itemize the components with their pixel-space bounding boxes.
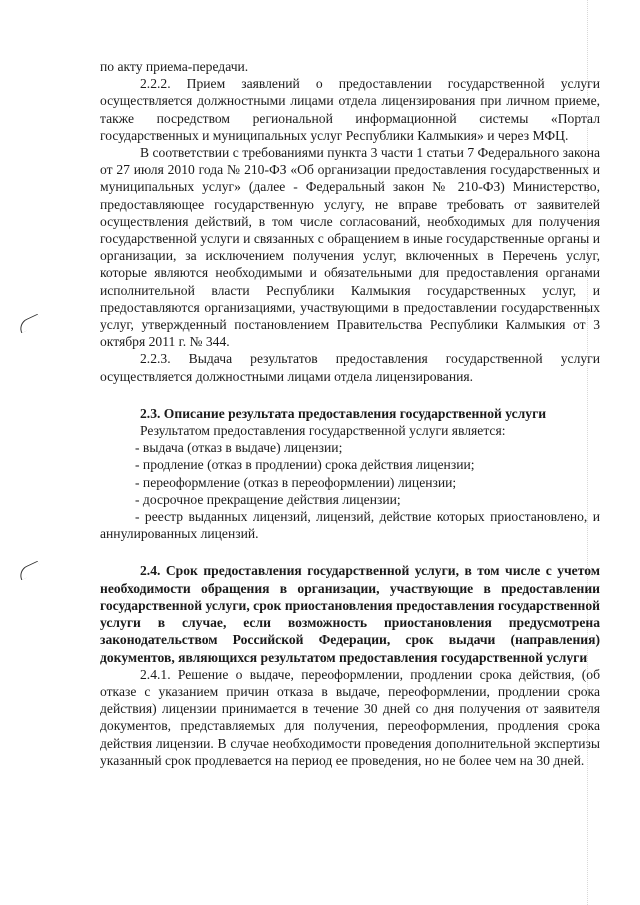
paragraph-federal-law: В соответствии с требованиями пункта 3 части 1 статьи 7 Федерального закона от 27 июля 2010 года № 210-ФЗ «Об организации предоставления государственных и муниципальных услуг» (далее - Федеральный закон № 210-ФЗ) Министерство, предоставляющее государственную услугу, не вправе требовать от заявителей осуществления действий, в том числе согласований, необходимых для получения государственной услуги и связанных с обращением в иные государственные органы и организации, за исключением получения услуг, включенных в Перечень услуг, которые являются необходимыми и обязательными для предоставления органами исполнительной власти Республики Калмыкия государственных услуг, и предоставляются организациями, участвующими в предоставлении государственных услуг, утвержденный постановлением Правительства Республики Калмыкия от 3 октября 2011 г. № 344. [100,145,600,350]
list-item: - реестр выданных лицензий, лицензий, действие которых приостановлено, и аннулированных лицензий. [100,509,600,542]
list-item: - выдача (отказ в выдаче) лицензии; [135,440,343,456]
paragraph-continuation: по акту приема-передачи. [100,59,249,74]
list-item: - переоформление (отказ в переоформлении) лицензии; [135,474,457,490]
paragraph-2-2-2: 2.2.2. Прием заявлений о предоставлении государственной услуги осуществляется должностными лицами отдела лицензирования при личном приеме, также посредством региональной информационной системы «Портал государственных и муниципальных услуг Республики Калмыкия» и через МФЦ. [100,76,600,143]
list-item: - продление (отказ в продлении) срока действия лицензии; [135,457,475,473]
paragraph-2-2-3: 2.2.3. Выдача результатов предоставления государственной услуги осуществляется должностными лицами отдела лицензирования. [100,351,600,384]
document-body [100,58,600,769]
list-item: - досрочное прекращение действия лицензии; [135,491,401,507]
section-heading-2-3: 2.3. Описание результата предоставления государственной услуги [140,405,547,421]
paragraph-2-4-1: 2.4.1. Решение о выдаче, переоформлении, продлении срока действия, (об отказе с указанием причин отказа в выдаче, переоформлении, продлении срока действия) лицензии принимается в течение 30 дней со дня получения от заявителя документов, представляемых для получения, переоформления, продления срока действия лицензии. В случае необходимости проведения дополнительной экспертизы указанный срок продлевается на период ее проведения, но не более чем на 30 дней. [100,666,600,768]
paragraph-result-intro: Результатом предоставления государственной услуги является: [140,423,506,439]
section-heading-2-4: 2.4. Срок предоставления государственной услуги, в том числе с учетом необходимости обращения в организации, участвующие в предоставлении государственной услуги, срок приостановления предоставления государственной услуги в случае, если возможность приостановления предусмотрена законодательством Российской Федерации, срок выдачи (направления) документов, являющихся результатом предоставления государственной услуги [100,563,600,665]
binder-hole-mark-bottom [17,561,42,581]
binder-hole-mark-top [17,314,42,334]
